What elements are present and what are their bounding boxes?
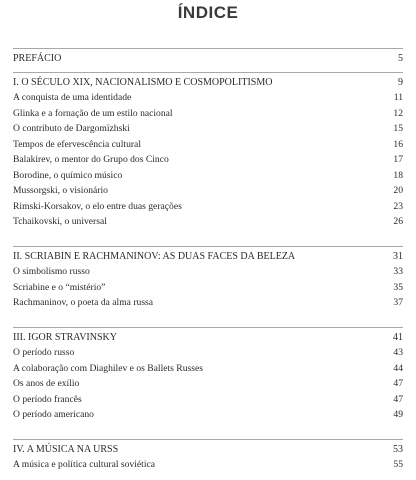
toc-chapter-heading bbox=[13, 442, 403, 458]
toc-entry bbox=[13, 121, 403, 137]
toc-entry-preface bbox=[13, 51, 403, 67]
toc-entry-page: 55 bbox=[393, 459, 403, 470]
toc-entry bbox=[13, 199, 403, 215]
toc-section-preface bbox=[13, 48, 403, 67]
toc-entry-title: Glinka e a fornação de um estilo nacional bbox=[13, 107, 173, 119]
toc-entry bbox=[13, 264, 403, 280]
toc-entry-page: 41 bbox=[393, 331, 403, 343]
toc-section-chapter-1 bbox=[13, 72, 403, 230]
toc-entry-title: A conquista de uma identidade bbox=[13, 92, 132, 103]
toc-entry-page: 47 bbox=[393, 393, 403, 405]
toc-entry-page: 35 bbox=[393, 281, 403, 293]
toc-entry bbox=[13, 106, 403, 122]
toc-entry-page: 23 bbox=[393, 200, 403, 212]
toc-entry-title: Rimski-Korsakov, o elo entre duas gerações bbox=[13, 200, 182, 212]
toc-entry bbox=[13, 90, 403, 106]
toc-entry-title: Scriabine e o “mistério” bbox=[13, 281, 106, 293]
toc-entry bbox=[13, 407, 403, 423]
toc-entry bbox=[13, 168, 403, 184]
toc-entry-page: 11 bbox=[393, 92, 403, 103]
toc-entry-title: PREFÁCIO bbox=[13, 53, 62, 64]
toc-chapter-heading bbox=[13, 75, 403, 91]
toc-entry-title: Rachmaninov, o poeta da alma russa bbox=[13, 297, 154, 308]
toc-entry-title: O período americano bbox=[13, 409, 94, 420]
toc-entry-page: 12 bbox=[393, 107, 403, 119]
toc-entry bbox=[13, 280, 403, 296]
toc-entry-page: 15 bbox=[393, 123, 403, 134]
toc-entry bbox=[13, 183, 403, 199]
toc-entry-title: A música e política cultural soviética bbox=[13, 459, 155, 470]
page-title: ÍNDICE bbox=[177, 3, 239, 22]
toc-entry-page: 49 bbox=[393, 409, 403, 420]
toc-entry-title: III. IGOR STRAVINSKY bbox=[13, 331, 117, 343]
toc-entry bbox=[13, 295, 403, 311]
toc-entry-title: Borodine, o químico músico bbox=[13, 169, 123, 181]
toc-entry-title: O simbolismo russo bbox=[13, 266, 90, 277]
toc-section-chapter-4 bbox=[13, 439, 403, 473]
toc-entry-page: 31 bbox=[393, 250, 403, 262]
toc-entry-page: 17 bbox=[393, 154, 403, 165]
toc-entry bbox=[13, 214, 403, 230]
toc-entry-title: Mussorgski, o visionário bbox=[13, 185, 108, 196]
toc-entry-title: Balakirev, o mentor do Grupo dos Cinco bbox=[13, 154, 169, 165]
toc-entry-page: 5 bbox=[398, 53, 403, 64]
toc-entry-title: Tchaikovski, o universal bbox=[13, 216, 107, 227]
toc-entry-title: Os anos de exílio bbox=[13, 378, 80, 389]
toc-entry-page: 16 bbox=[393, 138, 403, 150]
toc-entry bbox=[13, 457, 403, 473]
toc-entry-page: 18 bbox=[393, 169, 403, 181]
toc-entry-page: 20 bbox=[393, 185, 403, 196]
toc-entry-title: II. SCRIABIN E RACHMANINOV: AS DUAS FACES DA BELEZA bbox=[13, 250, 296, 262]
toc-entry-title: IV. A MÚSICA NA URSS bbox=[13, 443, 119, 455]
toc-section-chapter-3 bbox=[13, 327, 403, 423]
toc-entry bbox=[13, 361, 403, 377]
toc-entry bbox=[13, 152, 403, 168]
toc-entry bbox=[13, 376, 403, 392]
toc-entry-title: O período russo bbox=[13, 347, 75, 358]
toc-entry-title: A colaboração com Diaghilev e os Ballets Russes bbox=[13, 362, 203, 374]
toc-chapter-heading bbox=[13, 330, 403, 346]
toc-entry-page: 37 bbox=[393, 297, 403, 308]
toc-chapter-heading bbox=[13, 249, 403, 265]
table-of-contents bbox=[13, 48, 403, 473]
toc-entry-page: 43 bbox=[393, 347, 403, 358]
toc-entry-page: 44 bbox=[393, 362, 403, 374]
toc-entry-page: 26 bbox=[393, 216, 403, 227]
toc-entry-title: O contributo de Dargomïzhski bbox=[13, 123, 130, 134]
toc-entry bbox=[13, 137, 403, 153]
toc-entry-page: 47 bbox=[393, 378, 403, 389]
toc-entry-page: 33 bbox=[393, 266, 403, 277]
toc-section-chapter-2 bbox=[13, 246, 403, 311]
toc-entry-page: 53 bbox=[393, 443, 403, 455]
toc-entry-title: I. O SÉCULO XIX, NACIONALISMO E COSMOPOLITISMO bbox=[13, 76, 273, 88]
toc-entry bbox=[13, 345, 403, 361]
toc-entry-page: 9 bbox=[398, 76, 403, 88]
toc-entry-title: O período francês bbox=[13, 393, 82, 405]
toc-entry bbox=[13, 392, 403, 408]
toc-entry-title: Tempos de efervescência cultural bbox=[13, 138, 141, 150]
